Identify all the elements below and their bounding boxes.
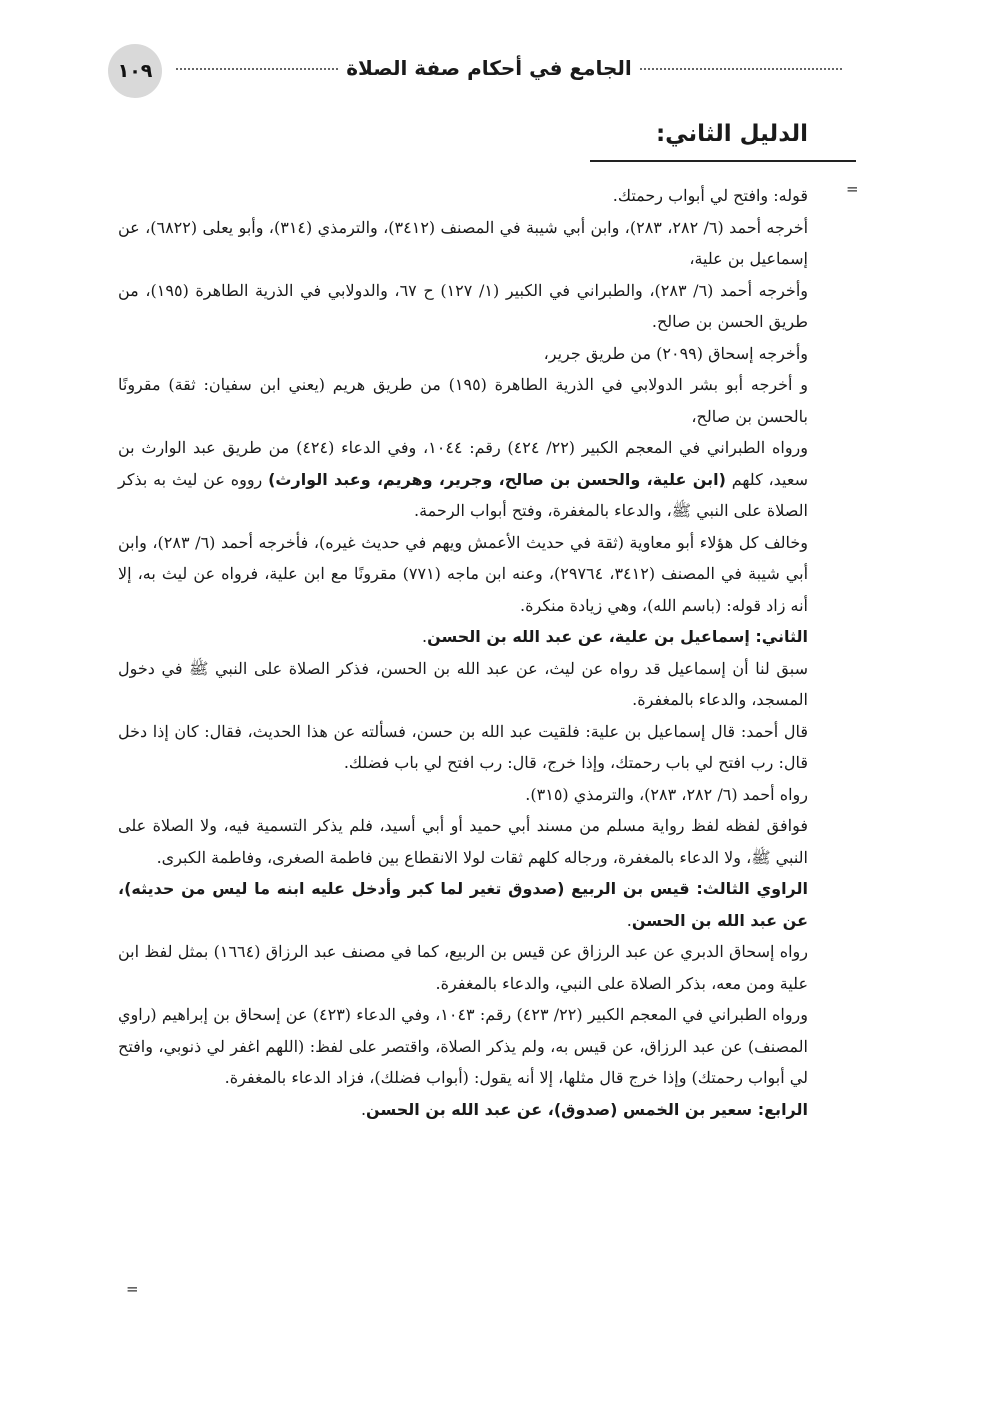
section-title: الدليل الثاني: bbox=[655, 121, 808, 147]
page-number: ١٠٩ bbox=[108, 44, 162, 98]
paragraph: وأخرجه إسحاق (٢٠٩٩) من طريق جرير، bbox=[543, 343, 808, 363]
running-title: الجامع في أحكام صفة الصلاة bbox=[346, 56, 632, 80]
paragraph: قال أحمد: قال إسماعيل بن علية: فلقيت عبد الله بن حسن، فسألته عن هذا الحديث، فقال: كان إذا دخل قال: رب افتح لي باب رحمتك، وإذا خرج، قال: رب افتح لي باب فضلك. bbox=[118, 721, 808, 772]
header-dotted-leader-left bbox=[176, 68, 338, 70]
footnote-body bbox=[118, 180, 808, 1125]
paragraph: وأخرجه أحمد (٦/ ٢٨٣)، والطبراني في الكبير (١/ ١٢٧) ح ٦٧، والدولابي في الذرية الطاهرة (١٩٥)، من طريق الحسن بن صالح. bbox=[118, 280, 808, 331]
sub-heading-text: الثاني: إسماعيل بن علية، عن عبد الله بن الحسن bbox=[427, 627, 808, 646]
paragraph-text: ورواه الطبراني في المعجم الكبير (٢٢/ ٤٢٤) رقم: ١٠٤٤، وفي الدعاء (٤٢٤) من طريق عبد الوارث بن سعيد، كلهم bbox=[118, 438, 809, 489]
header-dotted-leader-right bbox=[640, 68, 842, 70]
paragraph: فوافق لفظه لفظ رواية مسلم من مسند أبي حميد أو أبي أسيد، فلم يذكر التسمية فيه، ولا الصلاة على النبي ﷺ، ولا الدعاء بالمغفرة، ورجاله كلهم ثقات لولا الانقطاع بين فاطمة الصغرى، وفاطمة الكبرى. bbox=[118, 816, 808, 867]
sub-heading-period: . bbox=[421, 627, 428, 646]
paragraph: رواه أحمد (٦/ ٢٨٢، ٢٨٣)، والترمذي (٣١٥). bbox=[525, 784, 808, 804]
paragraph: سبق لنا أن إسماعيل قد رواه عن ليث، عن عبد الله بن الحسن، فذكر الصلاة على النبي ﷺ في دخول المسجد، والدعاء بالمغفرة. bbox=[118, 658, 808, 709]
section-title-underline bbox=[590, 160, 856, 162]
continuation-mark-bottom: = bbox=[126, 1280, 139, 1298]
continuation-mark-top: = bbox=[846, 180, 859, 198]
paragraph: أخرجه أحمد (٦/ ٢٨٢، ٢٨٣)، وابن أبي شيبة في المصنف (٣٤١٢)، والترمذي (٣١٤)، وأبو يعلى (٦٨٢٢)، عن إسماعيل بن علية، bbox=[118, 217, 809, 268]
paragraph: و أخرجه أبو بشر الدولابي في الذرية الطاهرة (١٩٥) من طريق هريم (يعني ابن سفيان: ثقة) مقرونًا بالحسن بن صالح، bbox=[118, 375, 808, 426]
sub-heading-period: . bbox=[360, 1099, 367, 1119]
paragraph-text: رووه عن ليث به بذكر الصلاة على النبي ﷺ، والدعاء بالمغفرة، وفتح أبواب الرحمة. bbox=[118, 469, 808, 520]
sub-heading bbox=[118, 621, 808, 653]
sub-heading bbox=[118, 873, 808, 936]
sub-heading-text: الراوي الثالث: قيس بن الربيع (صدوق تغير لما كبر وأدخل عليه ابنه ما ليس من حديثه)، عن عبد الله بن الحسن bbox=[118, 879, 808, 930]
paragraph: قوله: وافتح لي أبواب رحمتك. bbox=[612, 186, 808, 205]
paragraph: ورواه الطبراني في المعجم الكبير (٢٢/ ٤٢٣) رقم: ١٠٤٣، وفي الدعاء (٤٢٣) عن إسحاق بن إبراهيم (راوي المصنف) عن عبد الرزاق، عن قيس به، ولم يذكر الصلاة، واقتصر على لفظ: (اللهم اغفر لي ذنوبي، وافتح لي أبواب رحمتك) وإذا خرج قال مثلها، إلا أنه يقول: (أبواب فضلك)، فزاد الدعاء بالمغفرة. bbox=[118, 1005, 809, 1087]
narrators-list: (ابن علية، والحسن بن صالح، وجرير، وهريم، وعبد الوارث) bbox=[268, 469, 726, 489]
sub-heading-period: . bbox=[626, 910, 632, 930]
paragraph: وخالف كل هؤلاء أبو معاوية (ثقة في حديث الأعمش ويهم في حديث غيره)، فأخرجه أحمد (٦/ ٢٨٣)، وابن أبي شيبة في المصنف (٣٤١٢، ٢٩٧٦٤)، وعنه ابن ماجه (٧٧١) مقرونًا مع ابن علية، فرواه عن ليث به، إلا أنه زاد قوله: (باسم الله)، وهي زيادة منكرة. bbox=[118, 532, 809, 615]
paragraph: رواه إسحاق الدبري عن عبد الرزاق عن قيس بن الربيع، كما في مصنف عبد الرزاق (١٦٦٤) بمثل لفظ ابن علية ومن معه، بذكر الصلاة على النبي، والدعاء بالمغفرة. bbox=[118, 942, 809, 993]
sub-heading bbox=[118, 1094, 808, 1126]
paragraph bbox=[118, 432, 808, 527]
sub-heading-text: الرابع: سعير بن الخمس (صدوق)، عن عبد الله بن الحسن bbox=[366, 1099, 808, 1119]
